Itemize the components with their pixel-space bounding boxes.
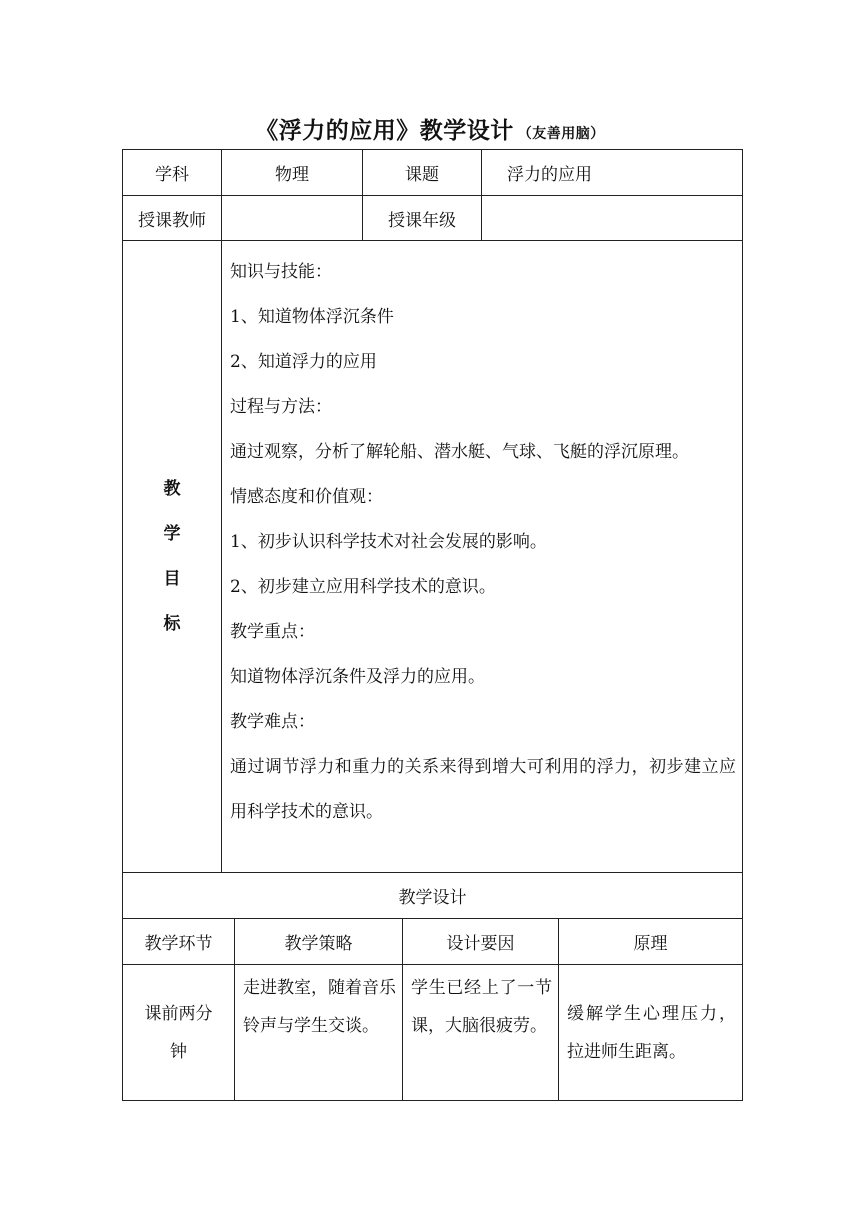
stage-cell: 课前两分钟: [123, 965, 235, 1101]
objective-heading: 教学难点：: [230, 712, 315, 732]
design-heading: 教学设计: [123, 873, 743, 919]
objective-line: 1、初步认识科学技术对社会发展的影响。: [230, 532, 547, 552]
reason-text: 学生已经上了一节课，大脑很疲劳。: [411, 978, 552, 1036]
info-row-teacher: [123, 196, 743, 241]
objectives-label-char: 目: [163, 568, 181, 589]
design-header-row: [123, 919, 743, 965]
topic-value: 浮力的应用: [482, 150, 743, 196]
column-header: 教学环节: [123, 919, 235, 965]
objectives-label-char: 标: [163, 613, 181, 634]
column-header: 原理: [559, 919, 743, 965]
objectives-label-char: 教: [163, 478, 181, 499]
objective-line: 2、知道浮力的应用: [230, 352, 377, 372]
objective-heading: 过程与方法：: [230, 397, 332, 417]
strategy-cell: [235, 965, 403, 1101]
principle-cell: [559, 965, 743, 1101]
objective-heading: 情感态度和价值观：: [230, 487, 383, 507]
document-title: [0, 112, 860, 145]
topic-label: 课题: [363, 150, 482, 196]
lesson-info-table: [122, 149, 743, 873]
column-header: 教学策略: [235, 919, 403, 965]
objectives-content: [222, 241, 743, 873]
title-subtitle: （友善用脑）: [517, 126, 605, 142]
teaching-design-table: [122, 872, 743, 1101]
title-main: 《浮力的应用》教学设计: [255, 118, 514, 144]
objectives-label-char: 学: [163, 523, 181, 544]
objective-heading: 教学重点：: [230, 622, 315, 642]
teacher-label: 授课教师: [123, 196, 222, 241]
objective-line: 1、知道物体浮沉条件: [230, 307, 394, 327]
design-heading-row: [123, 873, 743, 919]
table-row: [123, 965, 743, 1101]
strategy-text: 走进教室，随着音乐铃声与学生交谈。: [243, 978, 396, 1036]
principle-text: 缓解学生心理压力，拉进师生距离。: [567, 1003, 736, 1062]
objective-heading: 知识与技能：: [230, 262, 332, 282]
reason-cell: [403, 965, 559, 1101]
info-row-subject: [123, 150, 743, 196]
objective-line: 通过观察，分析了解轮船、潜水艇、气球、飞艇的浮沉原理。: [230, 442, 689, 462]
objective-line: 2、初步建立应用科学技术的意识。: [230, 577, 496, 597]
teacher-value: [222, 196, 363, 241]
objective-line: 知道物体浮沉条件及浮力的应用。: [230, 667, 485, 687]
objective-line: 通过调节浮力和重力的关系来得到增大可利用的浮力，初步建立应用科学技术的意识。: [230, 757, 736, 822]
objectives-label: [123, 241, 222, 873]
subject-value: 物理: [222, 150, 363, 196]
subject-label: 学科: [123, 150, 222, 196]
column-header: 设计要因: [403, 919, 559, 965]
grade-label: 授课年级: [363, 196, 482, 241]
objectives-row: [123, 241, 743, 873]
grade-value: [482, 196, 743, 241]
